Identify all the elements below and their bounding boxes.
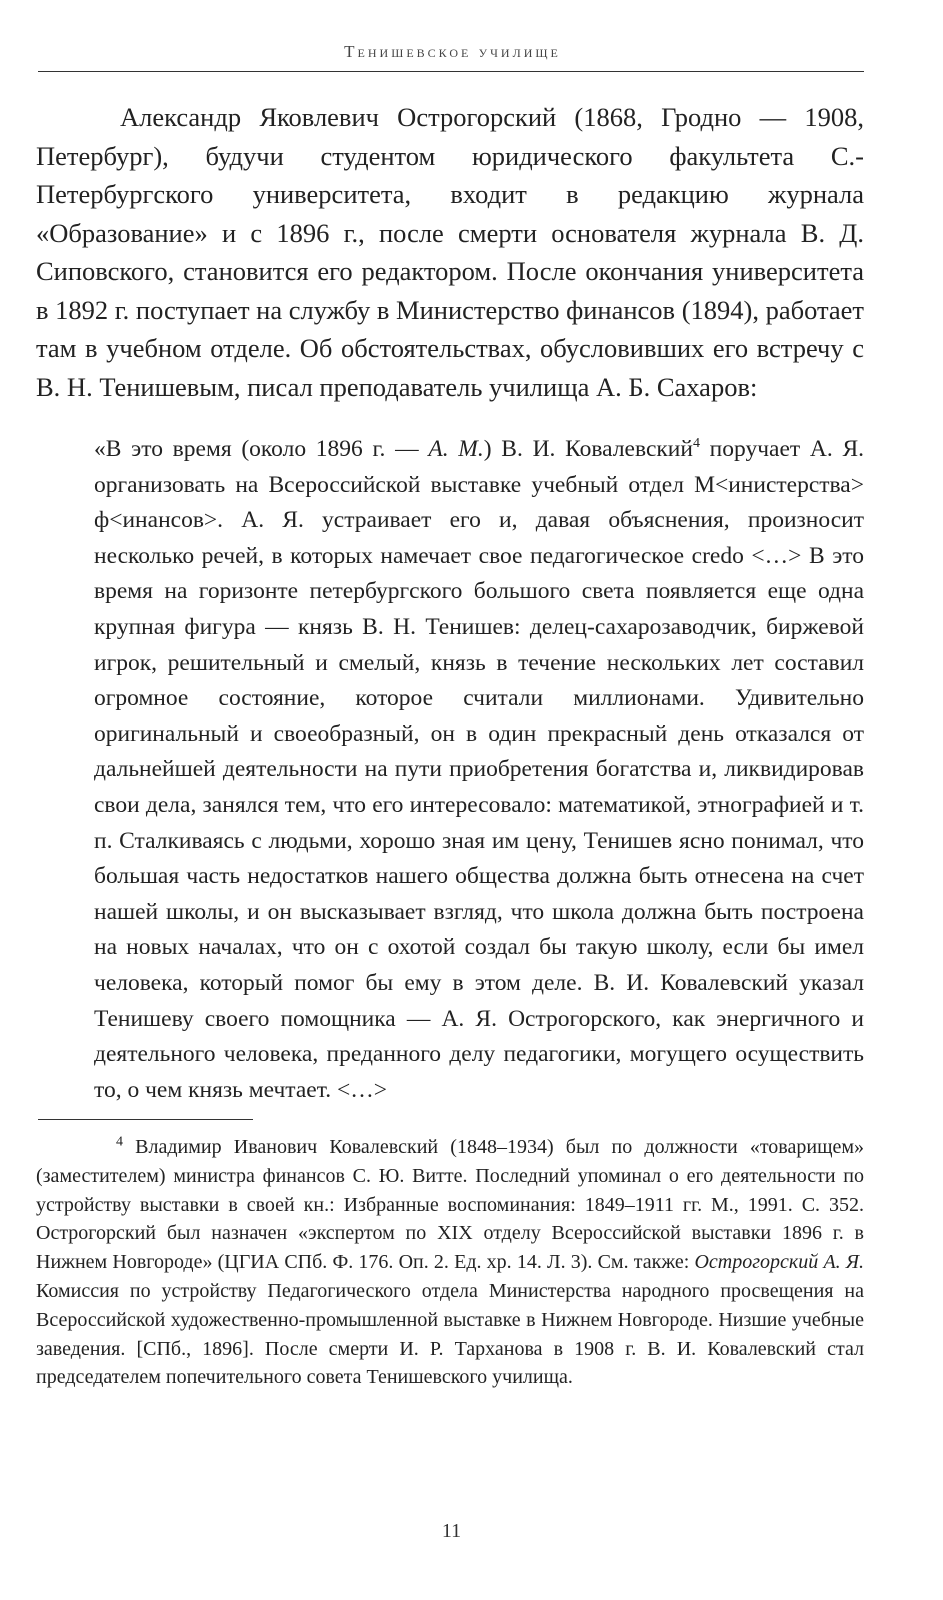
footnote (36, 1133, 864, 1392)
page-number: 11 (441, 1520, 462, 1542)
footnote-text-2: Комиссия по устройству Педагогического отдела Министерства народного просвещения на Всероссийской художественно-промышленной выставке в Нижнем Новгороде. Низшие учебные заведения. [СПб., 1896]. После смерти И. Р. Тарханова в 1908 г. В. И. Ковалевский стал председателем попечительного совета Тенишевского училища. (36, 1279, 864, 1389)
header-rule (38, 71, 864, 72)
footnote-reference[interactable]: 4 (692, 436, 700, 452)
quote-text-1: «В это время (около 1896 г. — (94, 436, 429, 462)
footnote-text-1: Владимир Иванович Ковалевский (1848–1934) был по должности «товарищем» (заместителем) министра финансов С. Ю. Витте. Последний упоминал о его деятельности по устройству выставки в своей кн.: Избранные воспоминания: 1849–1911 гг. М., 1991. С. 352. Острогорский был назначен «экспертом по XIX отделу Всероссийской выставки 1896 г. в Нижнем Новгороде» (ЦГИА СПб. Ф. 176. Оп. 2. Ед. хр. 14. Л. 3). См. также: (36, 1136, 864, 1274)
main-paragraph: Александр Яковлевич Острогорский (1868, Гродно — 1908, Петербург), будучи студентом юридического факультета С.-Петербургского университета, входит в редакцию журнала «Образование» и с 1896 г., после смерти основателя журнала В. Д. Сиповского, становится его редактором. После окончания университета в 1892 г. поступает на службу в Министерство финансов (1894), работает там в учебном отделе. Об обстоятельствах, обусловивших его встречу с В. Н. Тенишевым, писал преподаватель училища А. Б. Сахаров: (36, 102, 864, 402)
quote-text-2: ) В. И. Ковалевский (483, 436, 693, 462)
quote-text-3: поручает А. Я. организовать на Всероссийской выставке учебный отдел М<инистерства> ф<инансов>. А. Я. устраивает его и, давая объяснения, произносит несколько речей, в которых намечает свое педагогическое credo <…> В это время на горизонте петербургского большого света появляется еще одна крупная фигура — князь В. Н. Тенишев: делец-сахарозаводчик, биржевой игрок, решительный и смелый, князь в течение нескольких лет составил огромное состояние, которое считали миллионами. Удивительно оригинальный и своеобразный, он в один прекрасный день отказался от дальнейшей деятельности на пути приобретения богатства и, ликвидировав свои дела, занялся тем, что его интересовало: математикой, этнографией и т. п. Сталкиваясь с людьми, хорошо зная им цену, Тенишев ясно понимал, что большая часть недостатков нашего общества должна быть отнесена на счет нашей школы, и он высказывает взгляд, что школа должна быть построена на новых началах, что он с охотой создал бы такую школу, если бы имел человека, который помог бы ему в этом деле. В. И. Ковалевский указал Тенишеву своего помощника — А. Я. Острогорского, как энергичного и деятельного человека, преданного делу педагогики, могущего осуществить то, о чем князь мечтает. <…> (94, 436, 864, 1103)
footnote-separator (38, 1119, 253, 1120)
quote-italic-initials: А. М. (428, 436, 484, 462)
footnote-marker: 4 (116, 1134, 123, 1150)
footnote-italic-author: Острогорский А. Я. (694, 1251, 864, 1274)
block-quote (94, 432, 864, 1108)
running-head: Тенишевское училище (344, 42, 561, 61)
